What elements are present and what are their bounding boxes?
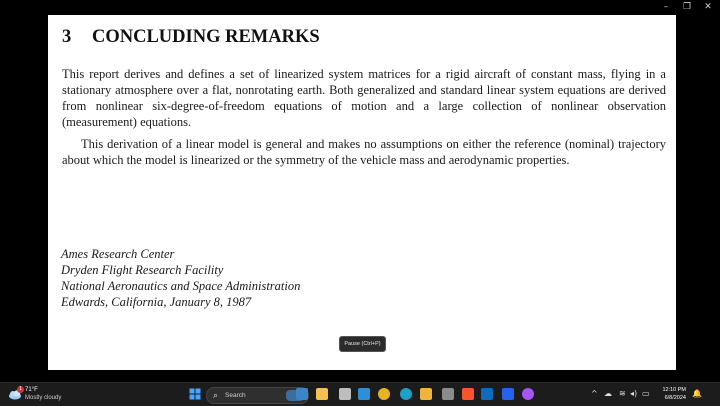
calculator-icon[interactable] (358, 388, 370, 400)
tray-chevron-icon[interactable]: ^ (591, 389, 598, 398)
affiliation-line: Edwards, California, January 8, 1987 (61, 295, 252, 309)
widgets-icon[interactable] (296, 388, 308, 400)
restore-button[interactable]: ❐ (682, 2, 692, 12)
clock[interactable] (652, 386, 686, 402)
start-icon[interactable] (189, 388, 201, 400)
onedrive-icon[interactable]: ☁ (604, 389, 612, 398)
search-icon: ⌕ (213, 390, 219, 400)
section-title: CONCLUDING REMARKS (92, 27, 320, 47)
author-affiliation (61, 246, 300, 310)
window-title-bar (0, 0, 720, 14)
clock-date: 6/8/2024 (664, 395, 686, 401)
affiliation-line: National Aeronautics and Space Administration (61, 279, 301, 293)
affiliation-line: Ames Research Center (61, 247, 175, 261)
mail-icon[interactable] (481, 388, 493, 400)
paragraph-2: This derivation of a linear model is general and makes no assumptions on either the reference (nominal) trajectory about which the model is linearized or the symmetry of the vehicle mass and aerodynamic properties. (62, 137, 666, 167)
section-number: 3 (62, 27, 72, 47)
search-placeholder: Search (225, 392, 246, 399)
weather-temp: 71°F (25, 387, 38, 393)
wifi-icon[interactable]: ≋ (619, 389, 626, 398)
weather-badge: 1 (17, 386, 24, 393)
section-heading (62, 27, 320, 48)
paragraph-1: This report derives and defines a set of linearized system matrices for a rigid aircraft of constant mass, flying in a stationary atmosphere over a flat, nonrotating earth. Both generalized and standard linear system equations are derived from nonlinear six-degree-of-freedom equations of motion and a large collection of nonlinear observation (measurement) equations. (62, 67, 666, 129)
media-player-icon[interactable] (522, 388, 534, 400)
taskbar (0, 382, 720, 406)
chrome-icon[interactable] (378, 388, 390, 400)
battery-icon[interactable]: ▭ (642, 389, 650, 398)
store-icon[interactable] (502, 388, 514, 400)
minimize-button[interactable]: – (663, 2, 669, 12)
folder-icon[interactable] (420, 388, 432, 400)
volume-icon[interactable]: ◂) (630, 389, 638, 398)
brave-icon[interactable] (462, 388, 474, 400)
clock-time: 12:10 PM (662, 387, 686, 393)
file-explorer-icon[interactable] (316, 388, 328, 400)
close-button[interactable]: ✕ (704, 2, 712, 12)
notification-bell-icon[interactable]: 🔔 (692, 389, 702, 398)
weather-widget[interactable] (8, 385, 78, 405)
search-input[interactable] (206, 387, 309, 404)
media-icon[interactable] (442, 388, 454, 400)
edge-icon[interactable] (400, 388, 412, 400)
weather-condition: Mostly cloudy (25, 395, 62, 401)
document-page (48, 15, 676, 370)
affiliation-line: Dryden Flight Research Facility (61, 263, 224, 277)
pause-tooltip: Pause (Ctrl+P) (339, 336, 386, 352)
task-view-icon[interactable] (339, 388, 351, 400)
